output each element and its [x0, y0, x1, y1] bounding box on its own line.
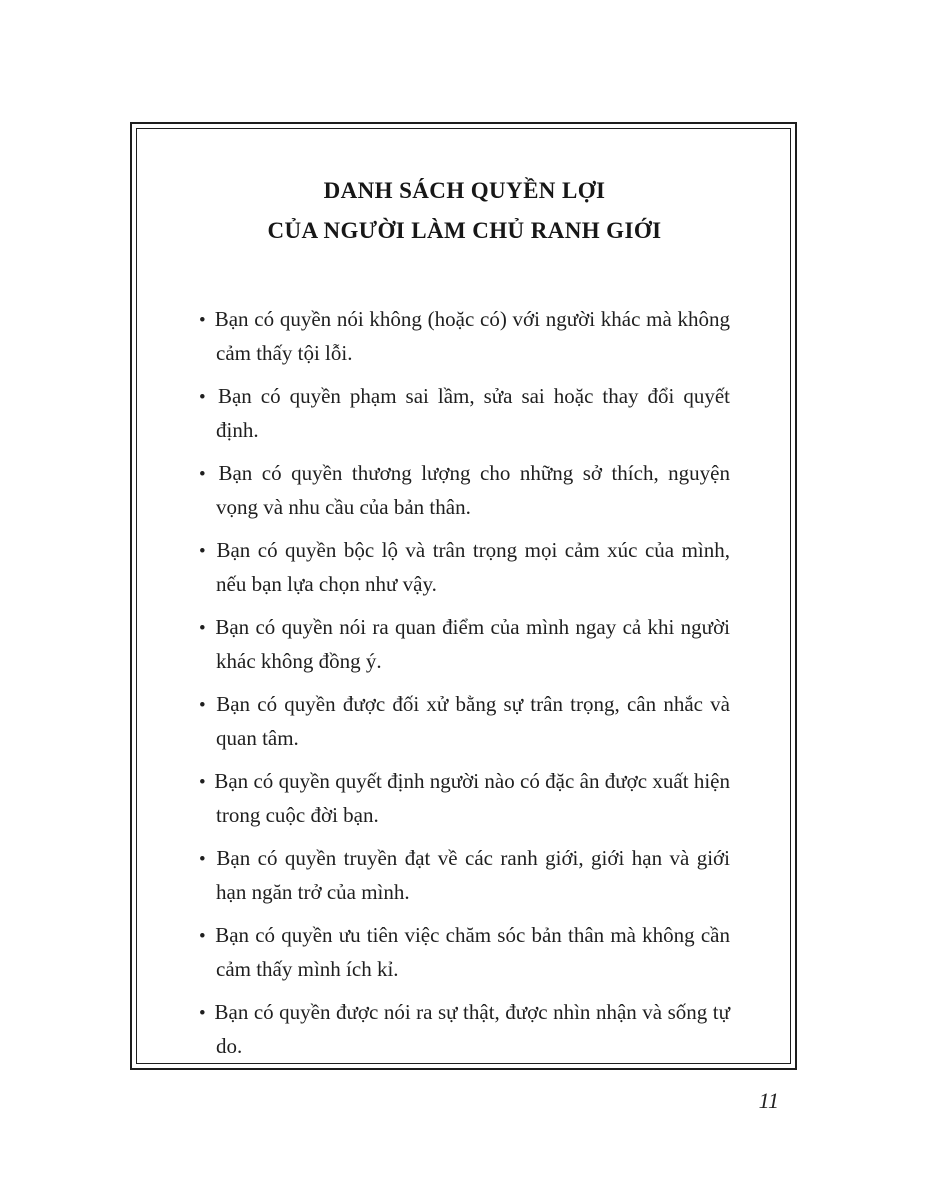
- bullet-icon: •: [199, 695, 206, 716]
- rights-list: [199, 303, 730, 1063]
- page-title: [199, 171, 730, 251]
- list-item: [199, 996, 730, 1063]
- list-item-text: Bạn có quyền nói ra quan điểm của mình ngay cả khi người khác không đồng ý.: [215, 615, 731, 673]
- title-line-2: CỦA NGƯỜI LÀM CHỦ RANH GIỚI: [267, 218, 662, 243]
- list-item-text: Bạn có quyền được nói ra sự thật, được nhìn nhận và sống tự do.: [214, 1000, 730, 1058]
- bullet-icon: •: [199, 618, 206, 639]
- list-item-text: Bạn có quyền nói không (hoặc có) với người khác mà không cảm thấy tội lỗi.: [214, 307, 731, 365]
- list-item: [199, 842, 730, 909]
- bullet-icon: •: [199, 541, 206, 562]
- list-item-text: Bạn có quyền quyết định người nào có đặc ân được xuất hiện trong cuộc đời bạn.: [214, 769, 730, 827]
- list-item: [199, 765, 730, 832]
- list-item-text: Bạn có quyền ưu tiên việc chăm sóc bản thân mà không cần cảm thấy mình ích kỉ.: [215, 923, 730, 981]
- list-item: [199, 457, 730, 524]
- list-item-text: Bạn có quyền được đối xử bằng sự trân trọng, cân nhắc và quan tâm.: [216, 692, 730, 750]
- list-item: [199, 688, 730, 755]
- list-item-text: Bạn có quyền bộc lộ và trân trọng mọi cảm xúc của mình, nếu bạn lựa chọn như vậy.: [216, 538, 730, 596]
- bullet-icon: •: [199, 387, 206, 408]
- list-item: [199, 611, 730, 678]
- list-item: [199, 380, 730, 447]
- title-line-1: DANH SÁCH QUYỀN LỢI: [323, 178, 606, 203]
- bullet-icon: •: [199, 310, 206, 331]
- page-frame: [130, 122, 797, 1070]
- page-frame-inner: [136, 128, 791, 1064]
- list-item: [199, 534, 730, 601]
- bullet-icon: •: [199, 464, 206, 485]
- list-item-text: Bạn có quyền thương lượng cho những sở thích, nguyện vọng và nhu cầu của bản thân.: [216, 461, 730, 519]
- bullet-icon: •: [199, 772, 206, 793]
- bullet-icon: •: [199, 849, 206, 870]
- bullet-icon: •: [199, 1003, 206, 1024]
- list-item-text: Bạn có quyền phạm sai lầm, sửa sai hoặc thay đổi quyết định.: [216, 384, 730, 442]
- bullet-icon: •: [199, 926, 206, 947]
- page-number: 11: [758, 1088, 779, 1113]
- list-item: [199, 919, 730, 986]
- list-item-text: Bạn có quyền truyền đạt về các ranh giới, giới hạn và giới hạn ngăn trở của mình.: [216, 846, 730, 904]
- list-item: [199, 303, 730, 370]
